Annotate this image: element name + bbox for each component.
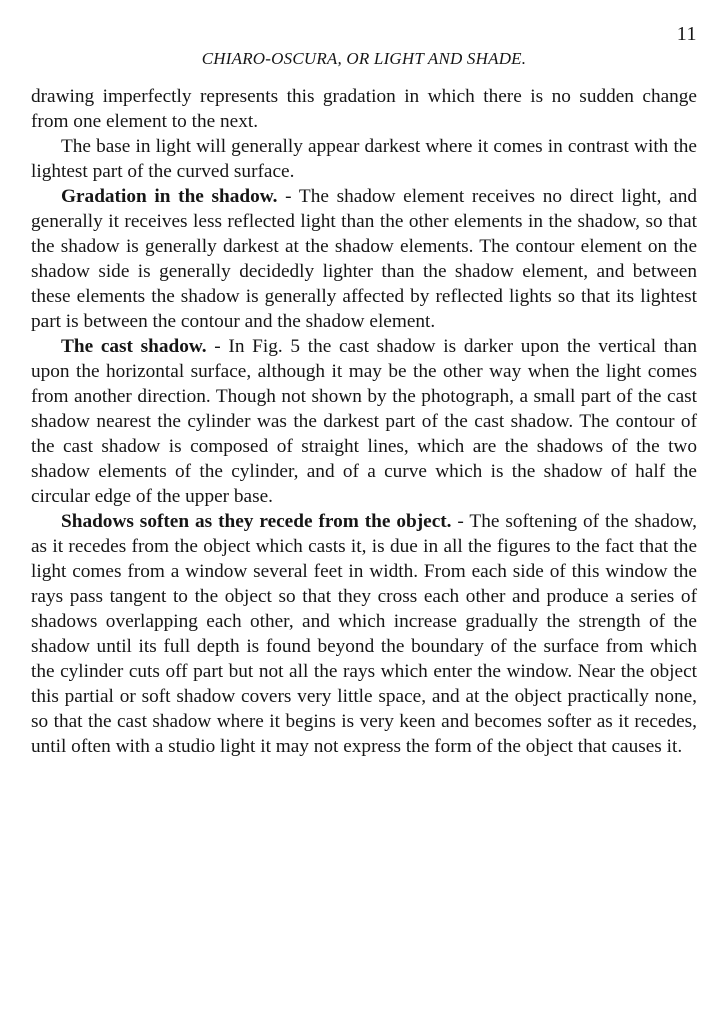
paragraph-text: - The softening of the shadow, as it recedes from the object which casts it, is due in all the figures to the fact that the light comes from a window several feet in width. From each side of this window the rays pass tangent to the object so that they cross each other and produce a series of shadows overlapping each other, and which increase gradually the strength of the shadow until its full depth is found beyond the boundary of the surface from which the cylinder cuts off part but not all the rays which enter the window. Near the object this partial or soft shadow covers very little space, and at the object practically none, so that the cast shadow where it begins is very keen and becomes softer as it recedes, until often with a studio light it may not express the form of the object that causes it.	[31, 511, 697, 757]
paragraph-text: - In Fig. 5 the cast shadow is darker upon the vertical than upon the horizontal surface, although it may be the other way when the light comes from another direction. Though not shown by the photograph, a small part of the cast shadow nearest the cylinder was the darkest part of the cast shadow. The contour of the cast shadow is composed of straight lines, which are the shadows of the two shadow elements of the cylinder, and of a curve which is the shadow of half the circular edge of the upper base.	[31, 336, 697, 507]
paragraph	[31, 334, 697, 509]
paragraph-text: - The shadow element receives no direct light, and generally it receives less reflected light than the other elements in the shadow, so that the shadow is generally darkest at the shadow elements. The contour element on the shadow side is generally decidedly lighter than the shadow element, and between these elements the shadow is generally affected by reflected lights so that its lightest part is between the contour and the shadow element.	[31, 186, 697, 332]
paragraph	[31, 84, 697, 134]
running-header: CHIARO-OSCURA, OR LIGHT AND SHADE.	[201, 49, 527, 68]
page-number: 11	[676, 23, 697, 45]
paragraph-lead: Gradation in the shadow.	[61, 186, 278, 207]
paragraph-lead: The cast shadow.	[61, 336, 207, 357]
paragraph	[31, 509, 697, 759]
paragraph	[31, 184, 697, 334]
paragraph	[31, 134, 697, 184]
paragraph-text: drawing imperfectly represents this gradation in which there is no sudden change from one element to the next.	[31, 86, 697, 132]
paragraph-text: The base in light will generally appear darkest where it comes in contrast with the lightest part of the curved surface.	[31, 136, 697, 182]
page-body-text	[31, 84, 697, 759]
paragraph-lead: Shadows soften as they recede from the object.	[61, 511, 452, 532]
